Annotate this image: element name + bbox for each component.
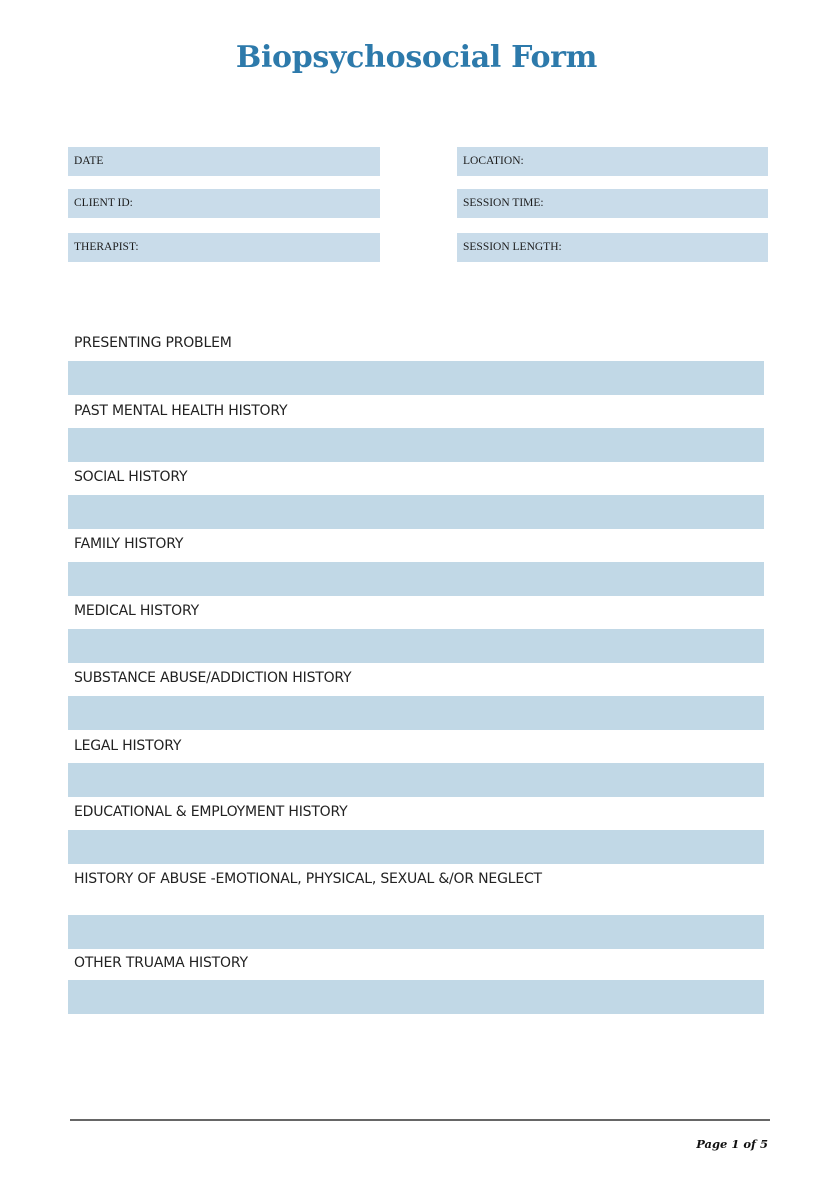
- history-of-abuse-label: HISTORY OF ABUSE -EMOTIONAL, PHYSICAL, SEXUAL &/OR NEGLECT: [74, 871, 542, 887]
- medical-history-label: MEDICAL HISTORY: [74, 603, 199, 619]
- presenting-problem-field[interactable]: [68, 361, 764, 395]
- session-length-label: SESSION LENGTH:: [463, 241, 562, 253]
- therapist-field[interactable]: [68, 233, 380, 262]
- substance-abuse-field[interactable]: [68, 696, 764, 730]
- page-title: Biopsychosocial Form: [235, 40, 598, 75]
- other-trauma-field[interactable]: [68, 980, 764, 1014]
- medical-history-field[interactable]: [68, 629, 764, 663]
- past-mental-health-field[interactable]: [68, 428, 764, 462]
- date-label: DATE: [74, 155, 104, 167]
- family-history-label: FAMILY HISTORY: [74, 536, 184, 552]
- location-field[interactable]: [457, 147, 768, 176]
- client-id-label: CLIENT ID:: [74, 197, 133, 209]
- footer-divider: [70, 1119, 770, 1121]
- session-time-field[interactable]: [457, 189, 768, 218]
- date-field[interactable]: [68, 147, 380, 176]
- past-mental-health-label: PAST MENTAL HEALTH HISTORY: [74, 403, 288, 419]
- substance-abuse-label: SUBSTANCE ABUSE/ADDICTION HISTORY: [74, 670, 352, 686]
- other-trauma-label: OTHER TRUAMA HISTORY: [74, 955, 248, 971]
- client-id-field[interactable]: [68, 189, 380, 218]
- page-number: Page 1 of 5: [696, 1137, 768, 1151]
- therapist-label: THERAPIST:: [74, 241, 139, 253]
- location-label: LOCATION:: [463, 155, 524, 167]
- history-of-abuse-field[interactable]: [68, 915, 764, 949]
- legal-history-label: LEGAL HISTORY: [74, 738, 182, 754]
- legal-history-field[interactable]: [68, 763, 764, 797]
- social-history-label: SOCIAL HISTORY: [74, 469, 188, 485]
- presenting-problem-label: PRESENTING PROBLEM: [74, 335, 232, 351]
- social-history-field[interactable]: [68, 495, 764, 529]
- family-history-field[interactable]: [68, 562, 764, 596]
- session-time-label: SESSION TIME:: [463, 197, 544, 209]
- educational-employment-label: EDUCATIONAL & EMPLOYMENT HISTORY: [74, 804, 348, 820]
- educational-employment-field[interactable]: [68, 830, 764, 864]
- session-length-field[interactable]: [457, 233, 768, 262]
